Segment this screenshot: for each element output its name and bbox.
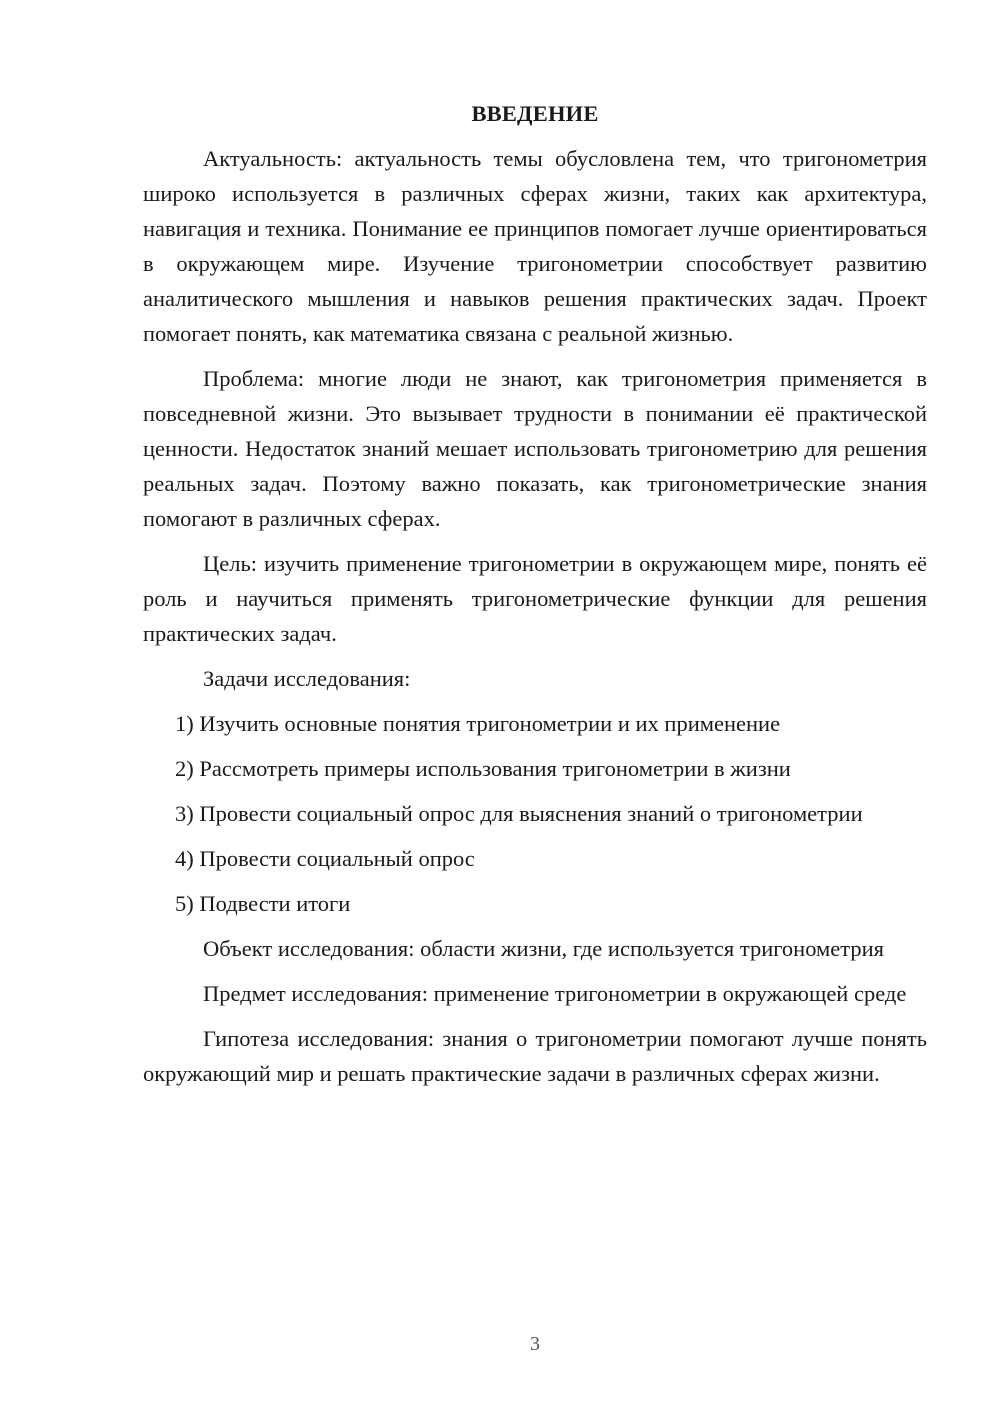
paragraph-object: Объект исследования: области жизни, где используется тригонометрия [203,936,884,961]
paragraph-problem: Проблема: многие люди не знают, как тригонометрия применяется в повседневной жизни. Это вызывает трудности в понимании её практической ценности. Недостаток знаний мешает использовать тригонометрию для решения реальных задач. Поэтому важно показать, как тригонометрические знания помогают в различных сферах. [143,366,927,531]
page-content [143,96,927,1101]
section-title: ВВЕДЕНИЕ [471,101,599,126]
paragraph-subject: Предмет исследования: применение тригонометрии в окружающей среде [203,981,907,1006]
task-item-1: 1) Изучить основные понятия тригонометрии и их применение [175,711,781,736]
paragraph-tasks-heading: Задачи исследования: [203,666,411,691]
task-item-4: 4) Провести социальный опрос [175,846,475,871]
task-item-5: 5) Подвести итоги [175,891,351,916]
task-item-3: 3) Провести социальный опрос для выяснения знаний о тригонометрии [175,801,863,826]
paragraph-hypothesis: Гипотеза исследования: знания о тригонометрии помогают лучше понять окружающий мир и решать практические задачи в различных сферах жизни. [143,1026,927,1086]
paragraph-goal: Цель: изучить применение тригонометрии в окружающем мире, понять её роль и научиться применять тригонометрические функции для решения практических задач. [143,551,927,646]
paragraph-relevance: Актуальность: актуальность темы обусловлена тем, что тригонометрия широко используется в различных сферах жизни, таких как архитектура, навигация и техника. Понимание ее принципов помогает лучше ориентироваться в окружающем мире. Изучение тригонометрии способствует развитию аналитического мышления и навыков решения практических задач. Проект помогает понять, как математика связана с реальной жизнью. [143,146,927,346]
page-number: 3 [530,1333,540,1355]
task-item-2: 2) Рассмотреть примеры использования тригонометрии в жизни [175,756,791,781]
